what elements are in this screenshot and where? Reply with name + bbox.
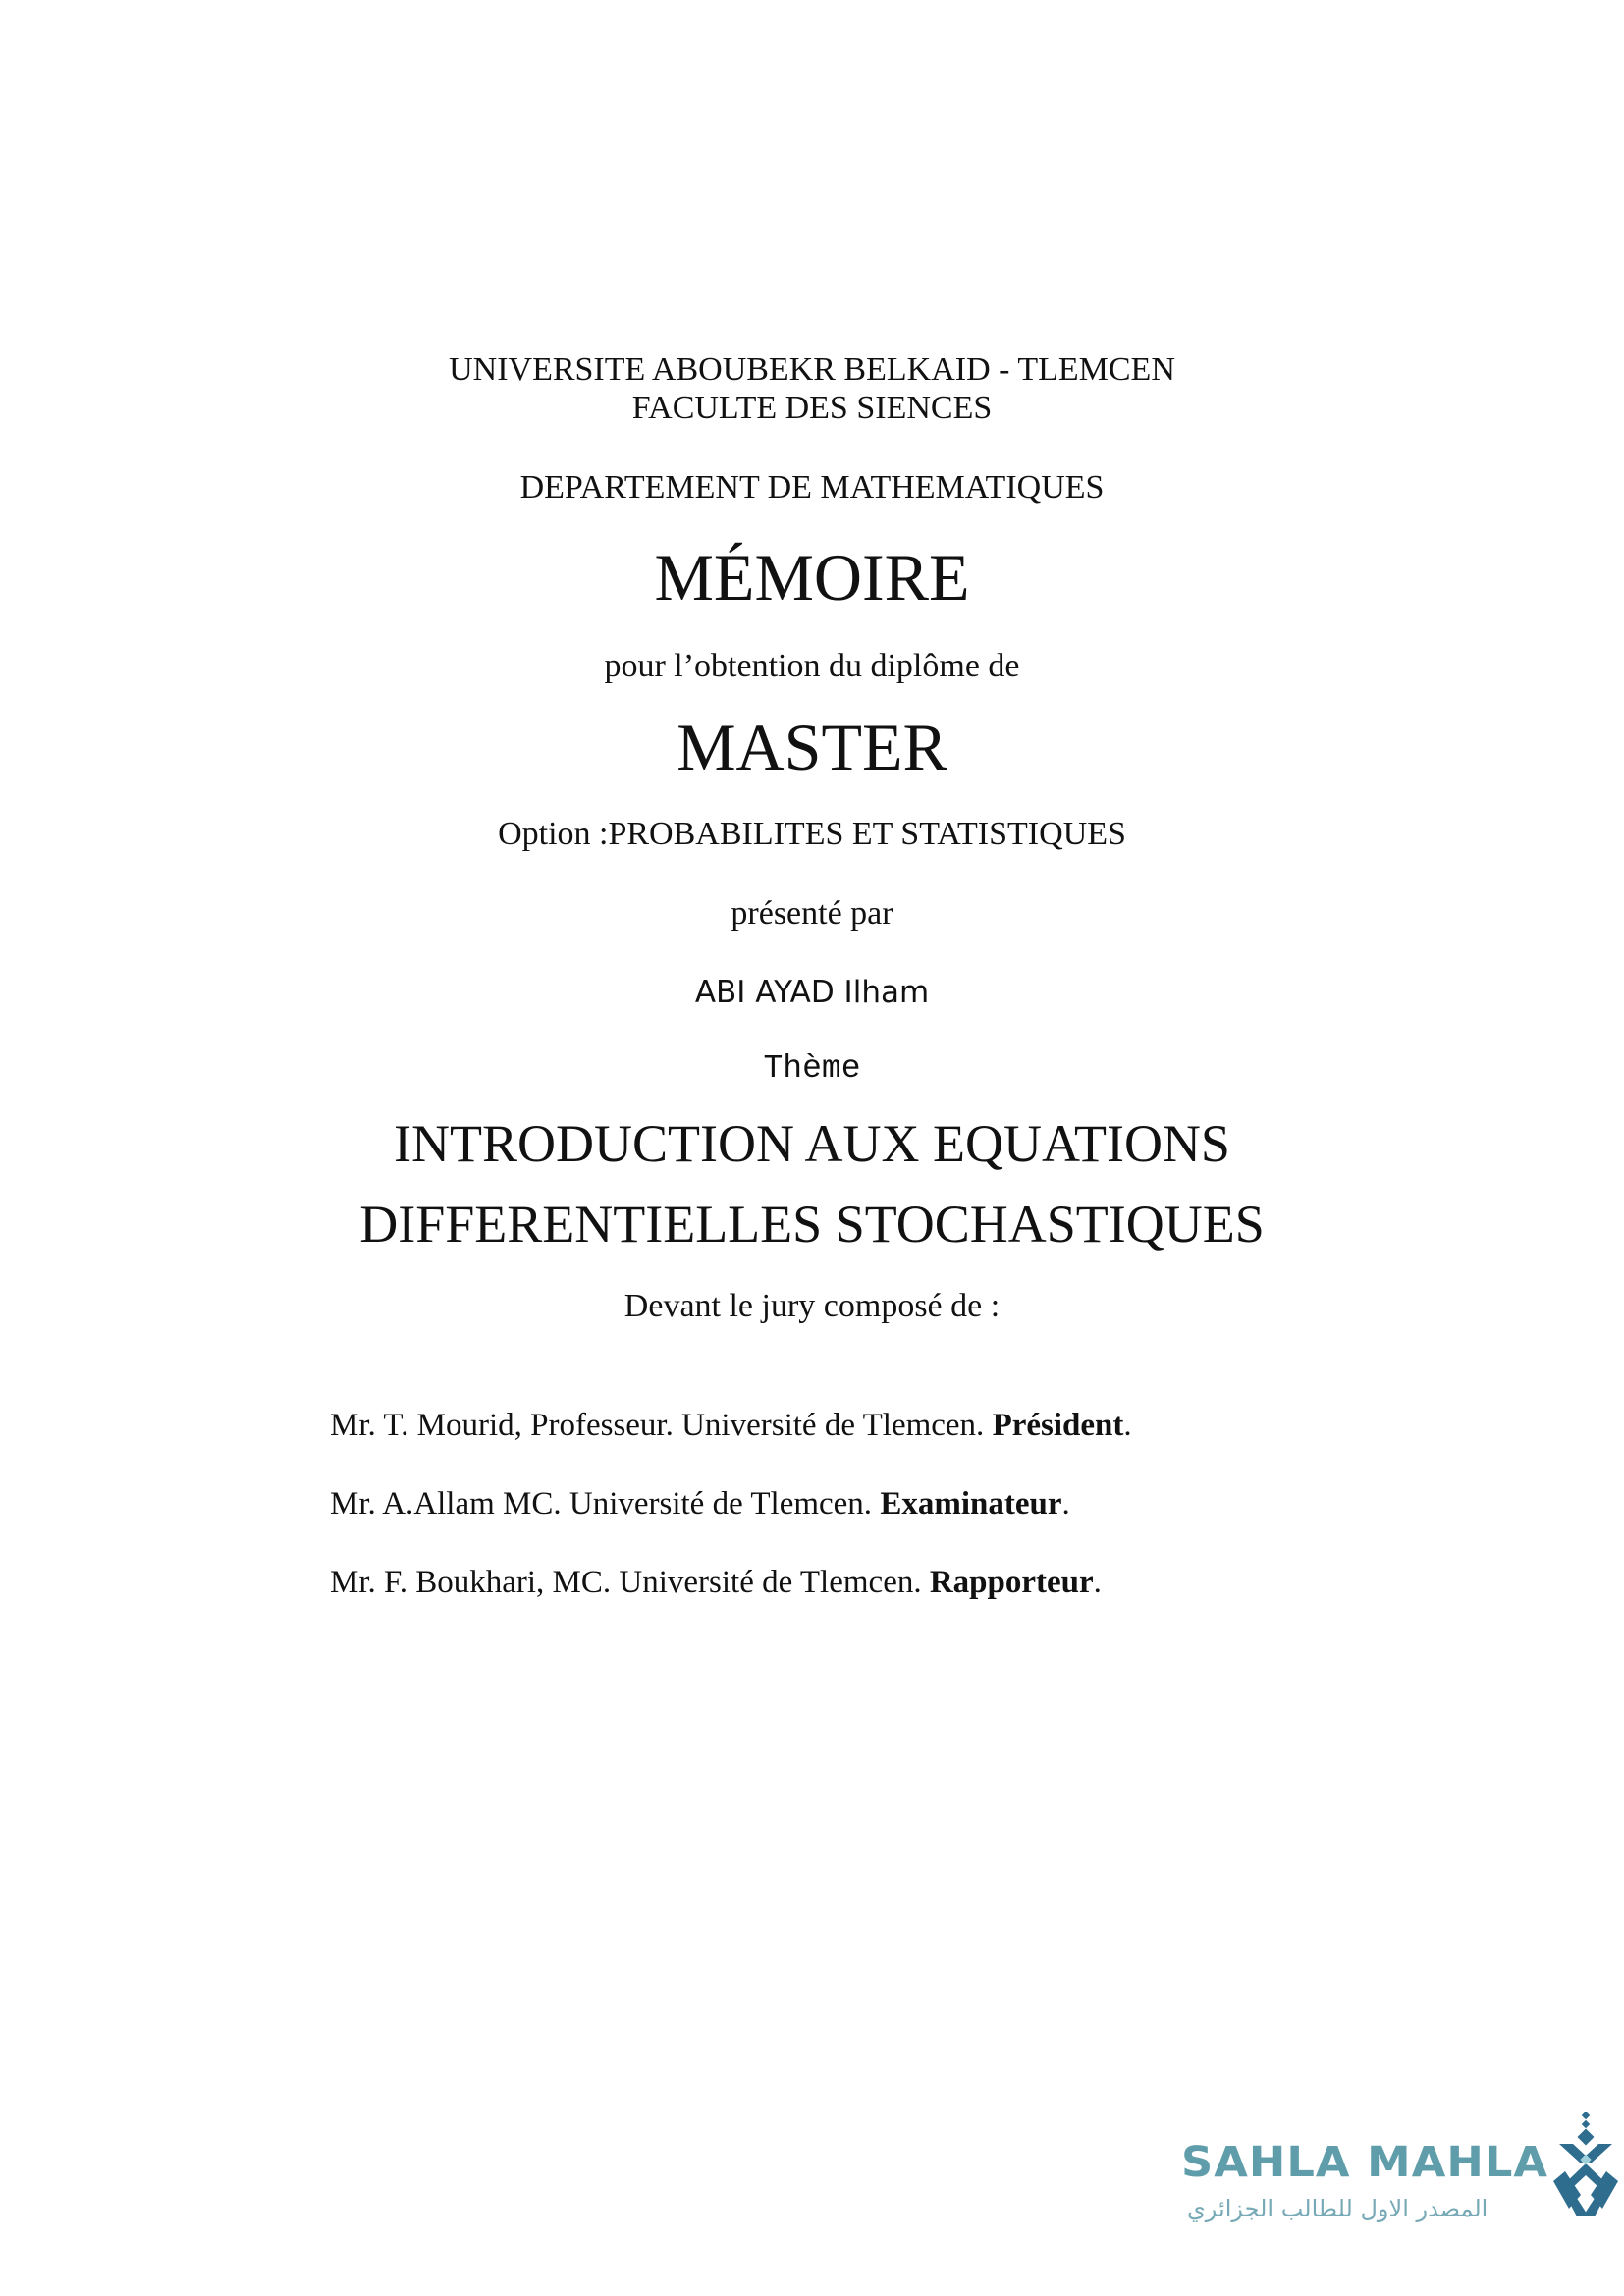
jury-role: Examinateur xyxy=(880,1486,1062,1522)
document-type: MÉMOIRE xyxy=(654,540,970,614)
university-name: UNIVERSITE ABOUBEKR BELKAID - TLEMCEN xyxy=(449,351,1175,388)
jury-role: Président xyxy=(992,1408,1124,1443)
punctuation: . xyxy=(1061,1486,1070,1522)
watermark-tagline: المصدر الاول للطالب الجزائري xyxy=(1187,2195,1489,2222)
diploma-purpose: pour l’obtention du diplôme de xyxy=(604,648,1020,684)
sahla-mahla-watermark xyxy=(1173,2110,1624,2223)
watermark-name: SAHLA MAHLA xyxy=(1181,2138,1549,2187)
theme-label: Thème xyxy=(763,1050,861,1087)
punctuation: . xyxy=(1093,1565,1102,1600)
jury-member-text: Mr. F. Boukhari, MC. Université de Tlemcen. xyxy=(330,1565,930,1600)
jury-role: Rapporteur xyxy=(929,1565,1094,1600)
department-name: DEPARTEMENT DE MATHEMATIQUES xyxy=(519,469,1105,506)
author-name: ABI AYAD Ilham xyxy=(694,975,930,1010)
option-line: Option :PROBABILITES ET STATISTIQUES xyxy=(498,816,1126,852)
degree-name: MASTER xyxy=(677,710,947,784)
jury-intro: Devant le jury composé de : xyxy=(623,1288,1001,1324)
sahla-mahla-emblem-icon xyxy=(1551,2112,1620,2218)
jury-member-text: Mr. A.Allam MC. Université de Tlemcen. xyxy=(330,1486,881,1522)
jury-member-text: Mr. T. Mourid, Professeur. Université de Tlemcen. xyxy=(330,1408,993,1443)
punctuation: . xyxy=(1123,1408,1132,1443)
jury-member-examiner xyxy=(330,1488,1070,1521)
faculty-name: FACULTE DES SIENCES xyxy=(631,390,993,426)
jury-member-president xyxy=(330,1410,1132,1442)
thesis-title-line-1: INTRODUCTION AUX EQUATIONS xyxy=(394,1114,1230,1173)
thesis-title-line-2: DIFFERENTIELLES STOCHASTIQUES xyxy=(359,1195,1265,1254)
jury-member-supervisor xyxy=(330,1567,1102,1599)
presented-by-label: présenté par xyxy=(731,895,893,932)
